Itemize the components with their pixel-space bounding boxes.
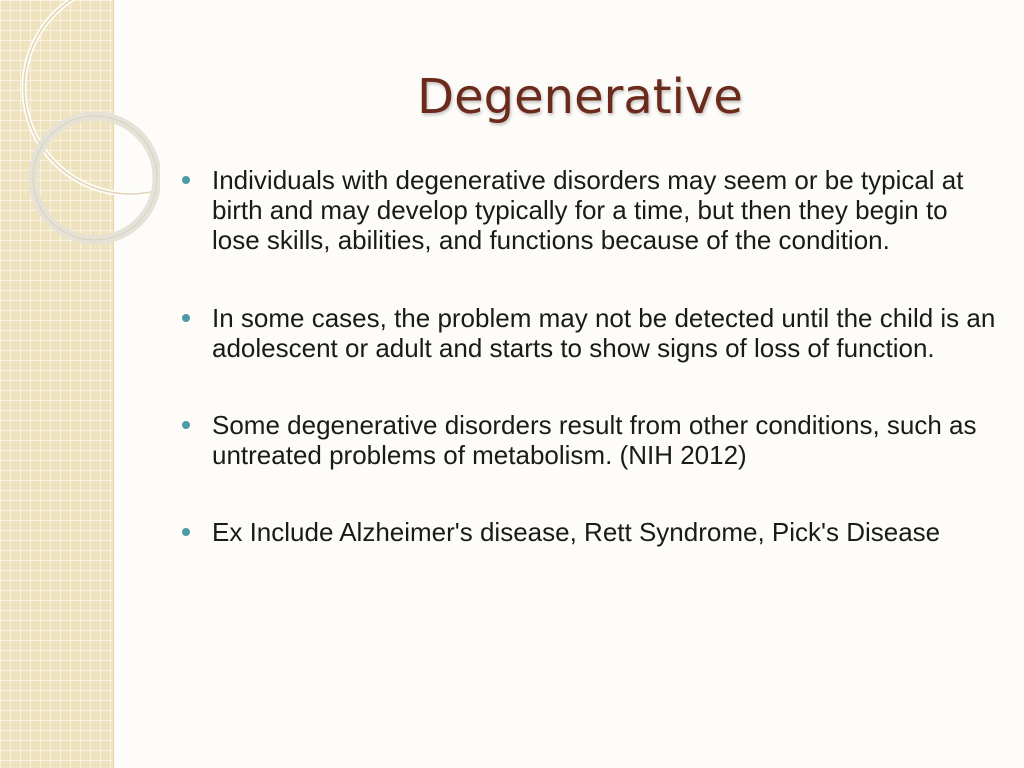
bullet-text: Individuals with degenerative disorders may seem or be typical at birth and may develop typically for a time, but then they begin to lose skills, abilities, and functions because of the condition. — [212, 165, 964, 255]
list-item — [182, 303, 1002, 363]
list-item — [182, 165, 1002, 255]
page-title: Degenerative — [417, 69, 743, 125]
ring-ornament-icon — [0, 0, 160, 260]
list-item — [182, 517, 1002, 547]
bullet-dot-icon — [182, 176, 190, 184]
bullet-text: Some degenerative disorders result from other conditions, such as untreated problems of metabolism. (NIH 2012) — [212, 410, 977, 470]
bullet-list — [182, 165, 1002, 547]
list-item — [182, 410, 1002, 470]
bullet-dot-icon — [182, 528, 190, 536]
bullet-dot-icon — [182, 314, 190, 322]
bullet-text: Ex Include Alzheimer's disease, Rett Syndrome, Pick's Disease — [212, 517, 941, 547]
bullet-dot-icon — [182, 421, 190, 429]
bullet-text: In some cases, the problem may not be detected until the child is an adolescent or adult and starts to show signs of loss of function. — [212, 303, 996, 363]
